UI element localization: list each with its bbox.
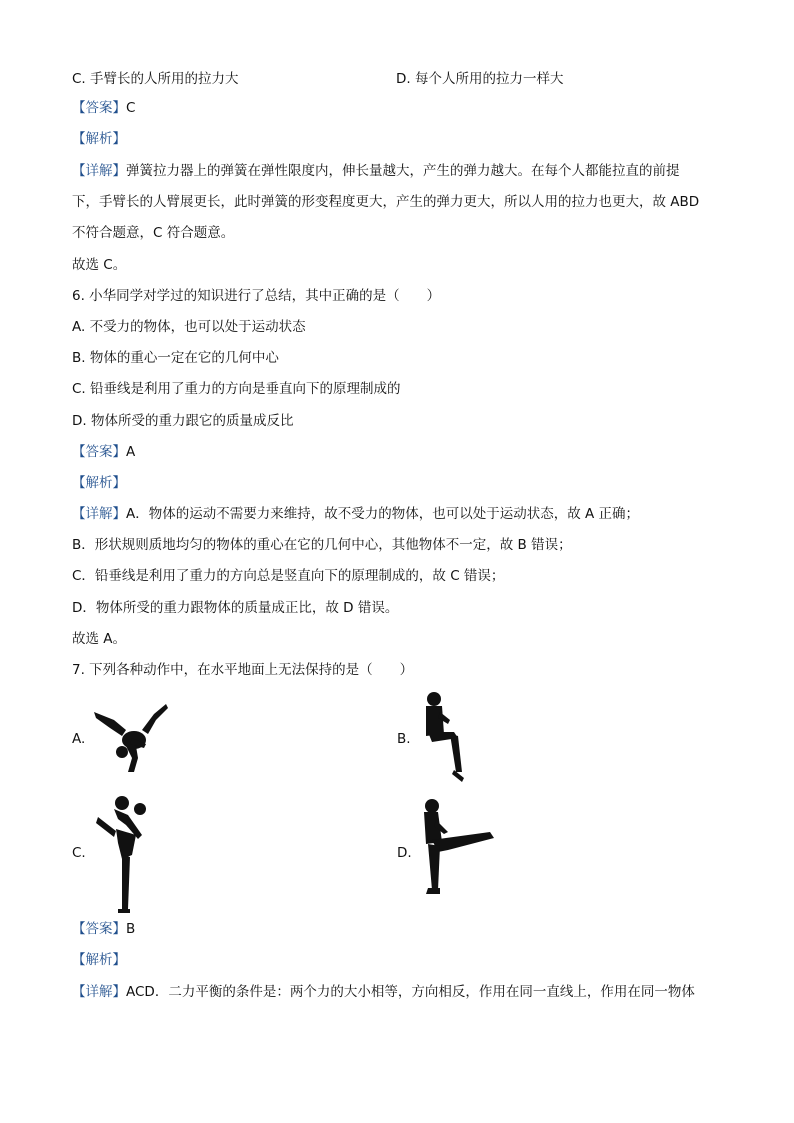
q6-detail-line-1 (72, 504, 639, 524)
answer-value: A (126, 444, 136, 460)
q7-option-c-figure (92, 795, 154, 913)
q7-analysis-tag (72, 950, 126, 970)
answer-tag: 【答案】 (72, 100, 126, 116)
detail-text: ACD．二力平衡的条件是：两个力的大小相等，方向相反，作用在同一直线上，作用在同一物体 (126, 984, 695, 1000)
q7-stem: 7. 下列各种动作中，在水平地面上无法保持的是（ ） (72, 662, 414, 678)
detail-tag: 【详解】 (72, 984, 126, 1000)
detail-text: 弹簧拉力器上的弹簧在弹性限度内，伸长量越大，产生的弹力越大。在每个人都能拉直的前提 (126, 163, 680, 179)
q6-option-a: A. 不受力的物体，也可以处于运动状态 (72, 319, 306, 335)
q6-conclusion: 故选 A。 (72, 631, 127, 647)
silhouette-kicking-woman-icon (418, 798, 496, 896)
q6-detail-line-4: D．物体所受的重力跟物体的质量成正比，故 D 错误。 (72, 600, 399, 616)
q6-option-b: B. 物体的重心一定在它的几何中心 (72, 350, 279, 366)
analysis-tag: 【解析】 (72, 952, 126, 968)
detail-tag: 【详解】 (72, 506, 126, 522)
q5-detail-line-1 (72, 161, 680, 181)
answer-value: B (126, 921, 136, 937)
q7-option-a-figure (92, 700, 170, 775)
silhouette-sitting-woman-icon (418, 690, 468, 785)
q5-detail-line-3: 不符合题意，C 符合题意。 (72, 225, 235, 241)
q6-detail-line-3: C．铅垂线是利用了重力的方向总是竖直向下的原理制成的，故 C 错误； (72, 568, 505, 584)
answer-tag: 【答案】 (72, 921, 126, 937)
q5-detail-line-2: 下，手臂长的人臂展更长，此时弹簧的形变程度更大，产生的弹力更大，所以人用的拉力也更大，故 ABD (72, 194, 700, 210)
q5-analysis-tag (72, 129, 126, 149)
q7-option-d-label: D. (397, 845, 412, 861)
silhouette-breakdance-icon (92, 700, 170, 775)
q7-option-a-label: A. (72, 731, 86, 747)
q7-option-b-label: B. (397, 731, 411, 747)
q5-option-c: C. 手臂长的人所用的拉力大 (72, 71, 239, 87)
analysis-tag: 【解析】 (72, 131, 126, 147)
q7-answer (72, 919, 135, 939)
q6-stem: 6. 小华同学对学过的知识进行了总结，其中正确的是（ ） (72, 288, 441, 304)
q5-answer (72, 98, 135, 118)
q5-conclusion: 故选 C。 (72, 257, 127, 273)
analysis-tag: 【解析】 (72, 475, 126, 491)
q5-option-d: D. 每个人所用的拉力一样大 (396, 71, 564, 87)
q7-option-b-figure (418, 690, 468, 785)
q6-answer (72, 442, 135, 462)
answer-value: C (126, 100, 136, 116)
q6-option-c: C. 铅垂线是利用了重力的方向是垂直向下的原理制成的 (72, 381, 401, 397)
detail-text: A．物体的运动不需要力来维持，故不受力的物体，也可以处于运动状态，故 A 正确； (126, 506, 640, 522)
q7-option-d-figure (418, 798, 496, 896)
q5-options-row (72, 67, 722, 87)
detail-tag: 【详解】 (72, 163, 126, 179)
q6-option-d: D. 物体所受的重力跟它的质量成反比 (72, 413, 294, 429)
q6-analysis-tag (72, 473, 126, 493)
q7-option-c-label: C. (72, 845, 86, 861)
silhouette-gymnast-icon (92, 795, 154, 913)
answer-tag: 【答案】 (72, 444, 126, 460)
q7-detail-line-1 (72, 982, 695, 1002)
q6-detail-line-2: B．形状规则质地均匀的物体的重心在它的几何中心，其他物体不一定，故 B 错误； (72, 537, 572, 553)
